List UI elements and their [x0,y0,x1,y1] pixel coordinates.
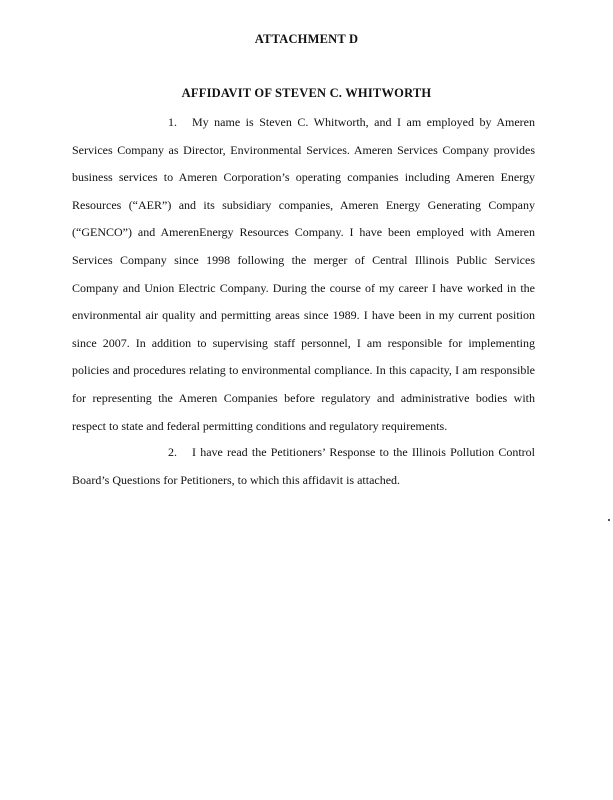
paragraph-2-text: I have read the Petitioners’ Response to the Illinois Pollution Control Board’s Questions for Petitioners, to which this affidavit is attached. [72,445,535,487]
paragraph-1-number: 1. [168,115,177,129]
paragraph-2-number: 2. [168,445,177,459]
paragraph-1-text: My name is Steven C. Whitworth, and I am employed by Ameren Services Company as Director, Environmental Services. Ameren Services Company provides business services to Ameren Corporation’s operating companies including Ameren Energy Resources (“AER”) and its subsidiary companies, Ameren Energy Generating Company (“GENCO”) and AmerenEnergy Resources Company. I have been employed with Ameren Services Company since 1998 following the merger of Central Illinois Public Services Company and Union Electric Company. During the course of my career I have worked in the environmental air quality and permitting areas since 1989. I have been in my current position since 2007. In addition to supervising staff personnel, I am responsible for implementing policies and procedures relating to environmental compliance. In this capacity, I am responsible for representing the Ameren Companies before regulatory and administrative bodies with respect to state and federal permitting conditions and regulatory requirements. [72,115,535,433]
affidavit-title: AFFIDAVIT OF STEVEN C. WHITWORTH [181,86,432,100]
attachment-heading: ATTACHMENT D [254,32,359,46]
paragraph-2 [72,439,535,494]
scan-speck [608,519,610,521]
paragraph-1 [72,109,535,440]
